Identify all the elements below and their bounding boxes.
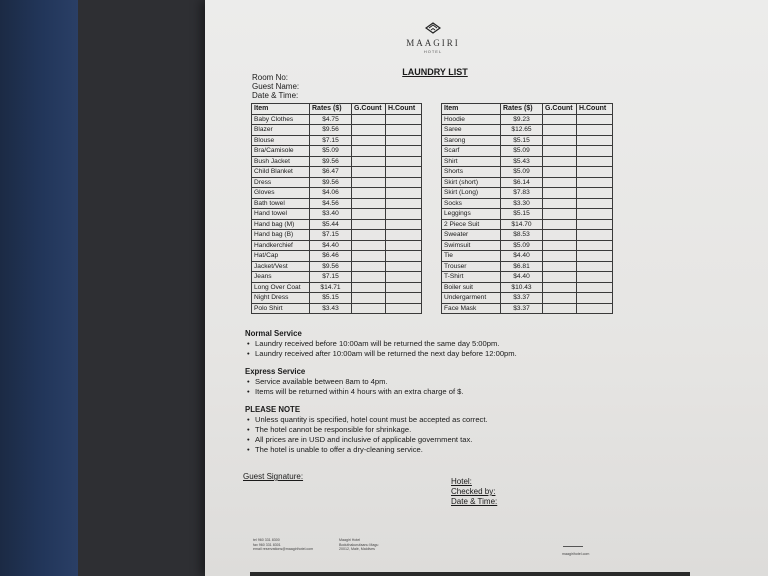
item-rate-cell: $5.09 [501, 146, 543, 157]
guest-count-cell [543, 177, 577, 188]
guest-count-cell [352, 240, 386, 251]
footer-fax: fax 960 331 8301 [253, 542, 281, 547]
item-rate-cell: $9.56 [310, 125, 352, 136]
item-name-cell: Hoodie [442, 114, 501, 125]
item-name-cell: Trouser [442, 261, 501, 272]
item-name-cell: Scarf [442, 146, 501, 157]
hotel-count-cell [577, 135, 613, 146]
table-row [442, 251, 613, 262]
date-time-field: Date & Time: [252, 91, 299, 100]
item-name-cell: Swimsuit [442, 240, 501, 251]
hotel-count-cell [577, 198, 613, 209]
table-row [252, 167, 422, 178]
normal-service-section [245, 329, 517, 359]
item-rate-cell: $4.75 [310, 114, 352, 125]
guest-count-cell [352, 188, 386, 199]
hotel-count-cell [577, 114, 613, 125]
hotel-count-cell [577, 293, 613, 304]
guest-count-cell [543, 209, 577, 220]
hotel-signature-block [451, 477, 497, 507]
table-row [442, 146, 613, 157]
guest-count-cell [543, 251, 577, 262]
room-no-field: Room No: [252, 73, 289, 82]
guest-count-cell [543, 240, 577, 251]
table-row [442, 240, 613, 251]
normal-service-item: • Laundry received after 10:00am will be returned the next day before 12:00pm. [255, 349, 517, 359]
hotel-count-cell [386, 167, 422, 178]
guest-count-cell [352, 177, 386, 188]
hotel-count-cell [577, 146, 613, 157]
rates-table-left [251, 103, 422, 314]
hotel-count-cell [386, 114, 422, 125]
item-rate-cell: $14.71 [310, 282, 352, 293]
footer-address-line: Maagiri Hotel [339, 538, 361, 542]
footer-email: email reservations@maagirihotel.com [253, 547, 314, 551]
item-rate-cell: $7.83 [501, 188, 543, 199]
item-name-cell: Face Mask [442, 303, 501, 314]
please-note-item: • Unless quantity is specified, hotel count must be accepted as correct. [255, 415, 488, 425]
table-row [442, 177, 613, 188]
guest-count-cell [352, 209, 386, 220]
please-note-section [245, 405, 488, 455]
item-rate-cell: $9.56 [310, 261, 352, 272]
guest-name-field: Guest Name: [252, 82, 300, 91]
guest-count-cell [352, 198, 386, 209]
item-name-cell: Hat/Cap [252, 251, 310, 262]
item-name-cell: Sarong [442, 135, 501, 146]
item-name-cell: T-Shirt [442, 272, 501, 283]
table-row [252, 177, 422, 188]
item-name-cell: Hand towel [252, 209, 310, 220]
item-name-cell: Skirt (short) [442, 177, 501, 188]
item-rate-cell: $12.65 [501, 125, 543, 136]
table-row [442, 230, 613, 241]
hotel-count-cell [386, 272, 422, 283]
table-row [442, 125, 613, 136]
item-rate-cell: $5.15 [501, 135, 543, 146]
table-row [252, 272, 422, 283]
express-service-item: • Items will be returned within 4 hours with an extra charge of $. [255, 387, 464, 397]
item-rate-cell: $9.23 [501, 114, 543, 125]
table-row [442, 261, 613, 272]
guest-count-cell [543, 135, 577, 146]
guest-count-cell [352, 167, 386, 178]
table-row [442, 188, 613, 199]
footer-website: maagirihotel.com [562, 552, 590, 556]
item-name-cell: Skirt (Long) [442, 188, 501, 199]
item-rate-cell: $5.09 [310, 146, 352, 157]
guest-count-cell [352, 303, 386, 314]
guest-count-cell [352, 125, 386, 136]
normal-service-heading: Normal Service [245, 329, 302, 338]
normal-service-item: • Laundry received before 10:00am will be returned the same day 5:00pm. [255, 339, 517, 349]
item-name-cell: Bra/Camisole [252, 146, 310, 157]
item-rate-cell: $7.15 [310, 135, 352, 146]
hotel-count-cell [577, 272, 613, 283]
table-row [252, 251, 422, 262]
guest-count-cell [543, 303, 577, 314]
item-name-cell: Blazer [252, 125, 310, 136]
guest-count-cell [543, 125, 577, 136]
hotel-count-cell [577, 177, 613, 188]
item-rate-cell: $4.40 [501, 272, 543, 283]
document-title: LAUNDRY LIST [402, 67, 468, 77]
hotel-date-time-label: Date & Time: [451, 497, 498, 506]
hotel-count-cell [577, 188, 613, 199]
table-row [252, 293, 422, 304]
hotel-count-cell [386, 125, 422, 136]
brand-name: MAAGIRI [406, 38, 460, 48]
table-row [442, 272, 613, 283]
item-name-cell: Boiler suit [442, 282, 501, 293]
hotel-count-cell [577, 303, 613, 314]
bottom-edge-shadow [250, 572, 690, 576]
table-row [252, 114, 422, 125]
item-rate-cell: $14.70 [501, 219, 543, 230]
item-rate-cell: $5.15 [310, 293, 352, 304]
guest-count-cell [352, 230, 386, 241]
guest-count-cell [352, 156, 386, 167]
table-row [252, 282, 422, 293]
item-name-cell: Polo Shirt [252, 303, 310, 314]
hotel-count-cell [577, 240, 613, 251]
item-name-cell: Dress [252, 177, 310, 188]
hotel-count-cell [577, 125, 613, 136]
please-note-heading: PLEASE NOTE [245, 405, 301, 414]
guest-count-cell [543, 156, 577, 167]
hotel-count-cell [386, 156, 422, 167]
guest-count-cell [543, 114, 577, 125]
item-rate-cell: $4.40 [501, 251, 543, 262]
table-row [442, 114, 613, 125]
item-rate-cell: $5.09 [501, 167, 543, 178]
item-name-cell: Tie [442, 251, 501, 262]
item-rate-cell: $9.56 [310, 156, 352, 167]
item-name-cell: Leggings [442, 209, 501, 220]
footer-address-line: Boduthakurufaanu Magu [339, 542, 379, 547]
hotel-count-cell [386, 303, 422, 314]
guest-count-cell [543, 146, 577, 157]
item-rate-cell: $3.30 [501, 198, 543, 209]
table-row [252, 188, 422, 199]
hotel-count-cell [386, 230, 422, 241]
hotel-count-cell [577, 167, 613, 178]
item-name-cell: Bush Jacket [252, 156, 310, 167]
item-name-cell: Shirt [442, 156, 501, 167]
item-rate-cell: $6.81 [501, 261, 543, 272]
guest-count-cell [352, 146, 386, 157]
item-name-cell: Baby Clothes [252, 114, 310, 125]
hotel-count-cell [577, 282, 613, 293]
item-rate-cell: $7.15 [310, 230, 352, 241]
item-rate-cell: $3.43 [310, 303, 352, 314]
brand-subtitle: HOTEL [423, 49, 443, 54]
table-row [252, 219, 422, 230]
footer-tel: tel 960 331 8300 [253, 538, 280, 542]
hotel-count-cell [577, 219, 613, 230]
hotel-logo [403, 22, 463, 54]
item-rate-cell: $9.56 [310, 177, 352, 188]
item-name-cell: Bath towel [252, 198, 310, 209]
item-rate-cell: $3.37 [501, 293, 543, 304]
hotel-count-cell [386, 198, 422, 209]
header-item: Item [252, 104, 310, 115]
item-rate-cell: $4.56 [310, 198, 352, 209]
hotel-count-cell [577, 209, 613, 220]
item-name-cell: Undergarment [442, 293, 501, 304]
diamond-logo-icon [425, 22, 441, 34]
express-service-heading: Express Service [245, 367, 306, 376]
guest-count-cell [543, 230, 577, 241]
guest-count-cell [352, 114, 386, 125]
guest-fields [252, 73, 299, 100]
express-service-section [245, 367, 464, 397]
table-row [252, 125, 422, 136]
hotel-count-cell [386, 209, 422, 220]
hotel-count-cell [386, 240, 422, 251]
footer-contact [253, 538, 313, 552]
item-name-cell: Hand bag (M) [252, 219, 310, 230]
guest-count-cell [543, 282, 577, 293]
item-name-cell: Gloves [252, 188, 310, 199]
rates-table-right [441, 103, 613, 314]
item-name-cell: Blouse [252, 135, 310, 146]
guest-signature-label: Guest Signature: [243, 472, 304, 481]
guest-count-cell [352, 272, 386, 283]
guest-count-cell [543, 198, 577, 209]
table-row [252, 303, 422, 314]
table-row [442, 156, 613, 167]
table-row [442, 219, 613, 230]
table-row [442, 282, 613, 293]
footer-address-line: 20012, Malé, Maldives [339, 547, 375, 551]
hotel-count-cell [577, 156, 613, 167]
item-rate-cell: $3.37 [501, 303, 543, 314]
hotel-count-cell [577, 230, 613, 241]
item-rate-cell: $6.14 [501, 177, 543, 188]
hotel-count-cell [386, 219, 422, 230]
table-row [252, 156, 422, 167]
guest-count-cell [543, 272, 577, 283]
guest-count-cell [543, 167, 577, 178]
table-header-row [252, 104, 422, 115]
item-name-cell: Jacket/Vest [252, 261, 310, 272]
item-rate-cell: $6.46 [310, 251, 352, 262]
table-row [252, 261, 422, 272]
laundry-list-sheet [205, 0, 768, 576]
please-note-item: • The hotel cannot be responsible for shrinkage. [255, 425, 488, 435]
table-row [252, 209, 422, 220]
hotel-count-cell [386, 251, 422, 262]
hotel-count-cell [386, 135, 422, 146]
item-rate-cell: $6.47 [310, 167, 352, 178]
item-rate-cell: $3.40 [310, 209, 352, 220]
hotel-count-cell [577, 261, 613, 272]
item-rate-cell: $10.43 [501, 282, 543, 293]
hotel-count-cell [386, 261, 422, 272]
please-note-item: • All prices are in USD and inclusive of applicable government tax. [255, 435, 488, 445]
guest-count-cell [543, 293, 577, 304]
table-row [252, 146, 422, 157]
guest-count-cell [543, 261, 577, 272]
table-row [442, 135, 613, 146]
guest-count-cell [352, 261, 386, 272]
item-rate-cell: $4.40 [310, 240, 352, 251]
guest-count-cell [352, 282, 386, 293]
item-name-cell: Socks [442, 198, 501, 209]
table-header-row [442, 104, 613, 115]
footer-divider [563, 546, 583, 547]
checked-by-label: Checked by: [451, 487, 496, 496]
header-h-count: H.Count [577, 104, 613, 115]
table-row [442, 293, 613, 304]
hotel-count-cell [386, 188, 422, 199]
item-rate-cell: $5.15 [501, 209, 543, 220]
guest-count-cell [352, 293, 386, 304]
hotel-count-cell [577, 251, 613, 262]
item-name-cell: Long Over Coat [252, 282, 310, 293]
item-name-cell: Shorts [442, 167, 501, 178]
blue-cloth-background [0, 0, 78, 576]
item-name-cell: Handkerchief [252, 240, 310, 251]
table-row [442, 198, 613, 209]
item-name-cell: Jeans [252, 272, 310, 283]
item-name-cell: Hand bag (B) [252, 230, 310, 241]
guest-count-cell [352, 135, 386, 146]
item-name-cell: Night Dress [252, 293, 310, 304]
guest-count-cell [543, 219, 577, 230]
express-service-item: • Service available between 8am to 4pm. [255, 377, 464, 387]
hotel-count-cell [386, 146, 422, 157]
item-rate-cell: $5.43 [501, 156, 543, 167]
table-row [442, 303, 613, 314]
header-rates: Rates ($) [501, 104, 543, 115]
guest-count-cell [352, 219, 386, 230]
hotel-count-cell [386, 177, 422, 188]
header-g-count: G.Count [543, 104, 577, 115]
item-rate-cell: $8.53 [501, 230, 543, 241]
item-name-cell: Child Blanket [252, 167, 310, 178]
header-h-count: H.Count [386, 104, 422, 115]
table-row [252, 230, 422, 241]
item-rate-cell: $5.09 [501, 240, 543, 251]
item-name-cell: 2 Piece Suit [442, 219, 501, 230]
item-name-cell: Saree [442, 125, 501, 136]
guest-count-cell [543, 188, 577, 199]
table-row [252, 198, 422, 209]
hotel-count-cell [386, 293, 422, 304]
header-item: Item [442, 104, 501, 115]
item-rate-cell: $4.06 [310, 188, 352, 199]
header-rates: Rates ($) [310, 104, 352, 115]
guest-count-cell [352, 251, 386, 262]
table-row [252, 240, 422, 251]
table-row [252, 135, 422, 146]
footer-address [339, 538, 378, 552]
item-name-cell: Sweater [442, 230, 501, 241]
header-g-count: G.Count [352, 104, 386, 115]
item-rate-cell: $5.44 [310, 219, 352, 230]
table-row [442, 167, 613, 178]
hotel-label: Hotel: [451, 477, 472, 486]
hotel-count-cell [386, 282, 422, 293]
please-note-item: • The hotel is unable to offer a dry-cleaning service. [255, 445, 488, 455]
item-rate-cell: $7.15 [310, 272, 352, 283]
table-row [442, 209, 613, 220]
